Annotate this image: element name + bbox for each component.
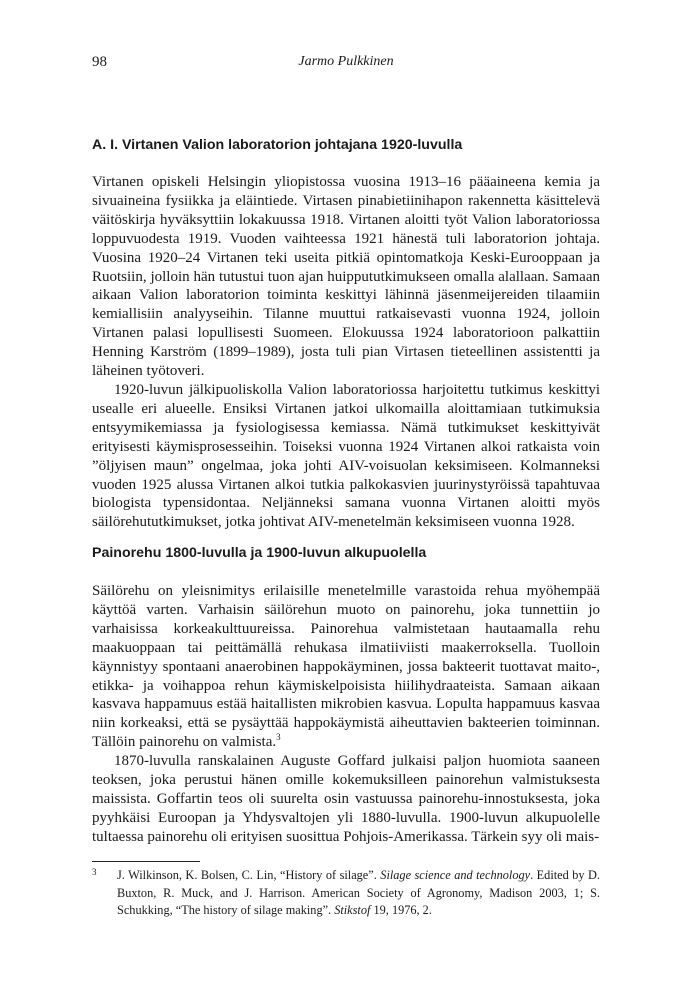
footnote-text-part: 19, 1976, 2. bbox=[370, 903, 432, 917]
section-painorehu-body bbox=[92, 582, 600, 847]
footnote-text-part: J. Wilkinson, K. Bolsen, C. Lin, “History of silage”. bbox=[117, 868, 381, 882]
page-number: 98 bbox=[92, 54, 107, 70]
paragraph: 1870-luvulla ranskalainen Auguste Goffard julkaisi paljon huomiota saaneen teoksen, joka perustui hänen omille kokemuksilleen painorehun valmistuksesta maissista. Goffartin teos oli suurelta osin vastuussa painorehu-innostuksesta, joka pyyhkäisi Euroopan ja Yhdysvaltojen yli 1880-luvulla. 1900-luvun alkupuolelle tultaessa painorehu oli erityisen suosittua Pohjois-Amerikassa. Tärkein syy oli mais- bbox=[92, 753, 600, 845]
footnote-journal-title: Stikstof bbox=[334, 903, 371, 917]
footnote-book-title: Silage science and technology bbox=[380, 868, 531, 882]
footnote-text bbox=[117, 867, 600, 920]
section-virtanen-body bbox=[92, 173, 600, 532]
footnote-reference[interactable]: 3 bbox=[276, 732, 281, 743]
paragraph: 1920-luvun jälkipuoliskolla Valion laboratoriossa harjoitettu tutkimus keskittyi usealle eri alueelle. Ensiksi Virtanen jatkoi ulkomailla aloittamiaan tutkimuksia entsyymikemiassa ja fysiologisessa kemiassa. Nämä tutkimukset keskittyivät erityisesti käymisprosesseihin. Toiseksi vuonna 1924 Virtanen alkoi ratkaista voin ”öljyisen maun” ongelmaa, joka johti AIV-voisuolan keksimiseen. Kolmanneksi vuoden 1925 alussa Virtanen alkoi tutkia palkokasvien juurinystyröissä tapahtuvaa biologista typensidontaa. Neljänneksi samana vuonna Virtanen aloitti myös säilörehututkimukset, jotka johtivat AIV-menetelmän keksimiseen vuonna 1928. bbox=[92, 381, 600, 531]
paragraph: Virtanen opiskeli Helsingin yliopistossa vuosina 1913–16 pääaineena kemia ja sivuaineina fysiikka ja eläintiede. Virtasen pinabietiinihapon rakennetta käsittelevä väitöskirja hyväksyttiin lokakuussa 1918. Virtanen aloitti työt Valion laboratoriossa loppuvuodesta 1919. Vuoden vaihteessa 1921 hänestä tuli laboratorion johtaja. Vuosina 1920–24 Virtanen teki useita pitkiä opintomatkoja Keski-Eurooppaan ja Ruotsiin, jolloin hän tutustui tuon ajan huippututkimukseen omalla alallaan. Samaan aikaan Valion laboratorion toiminta keskittyi lähinnä jäsenmeijereiden tilaamiin kemiallisiin analyyseihin. Tilanne muuttui ratkaisevasti vuonna 1924, jolloin Virtanen palasi lopullisesti Suomeen. Elokuussa 1924 laboratorioon palkattiin Henning Karström (1899–1989), josta tuli pian Virtasen tieteellinen assistentti ja läheinen työtoveri. bbox=[92, 174, 600, 380]
footnote bbox=[92, 867, 600, 920]
paragraph-text: Säilörehu on yleisnimitys erilaisille menetelmille varastoida rehua myöhempää käyttöä varten. Varhaisin säilörehun muoto on painorehu, joka tunnettiin jo varhaisissa korkeakulttuureissa. Painorehua valmistetaan hautaamalla rehu maakuoppaan tai peittämällä rehukasa ilmatiiviisti maakerroksella. Tuolloin käynnistyy spontaani anaerobinen happokäyminen, jossa bakteerit tuottavat maito-, etikka- ja voihappoa rehun käymiskelpoisista hiilihydraateista. Samaan aikaan kasvava happamuus estää haitallisten mikrobien kasvua. Lopulta happamuus kasvaa niin korkeaksi, että se pysäyttää happokäymistä aiheuttavien bakteerien toiminnan. Tällöin painorehu on valmista. bbox=[92, 583, 600, 751]
paragraph bbox=[92, 582, 600, 752]
footnote-number: 3 bbox=[92, 867, 97, 877]
page-header bbox=[92, 54, 600, 74]
footnote-divider bbox=[92, 861, 200, 862]
section-heading-painorehu: Painorehu 1800-luvulla ja 1900-luvun alkupuolella bbox=[92, 545, 427, 561]
running-head: Jarmo Pulkkinen bbox=[298, 54, 394, 69]
footnote-text-part: . Edited by D. Buxton, R. Muck, and J. Harrison. American Society of Agronomy, Madison 2003, 1; S. Schukking, “The history of silage making”. bbox=[117, 868, 600, 917]
section-heading-virtanen: A. I. Virtanen Valion laboratorion johtajana 1920-luvulla bbox=[92, 137, 463, 153]
